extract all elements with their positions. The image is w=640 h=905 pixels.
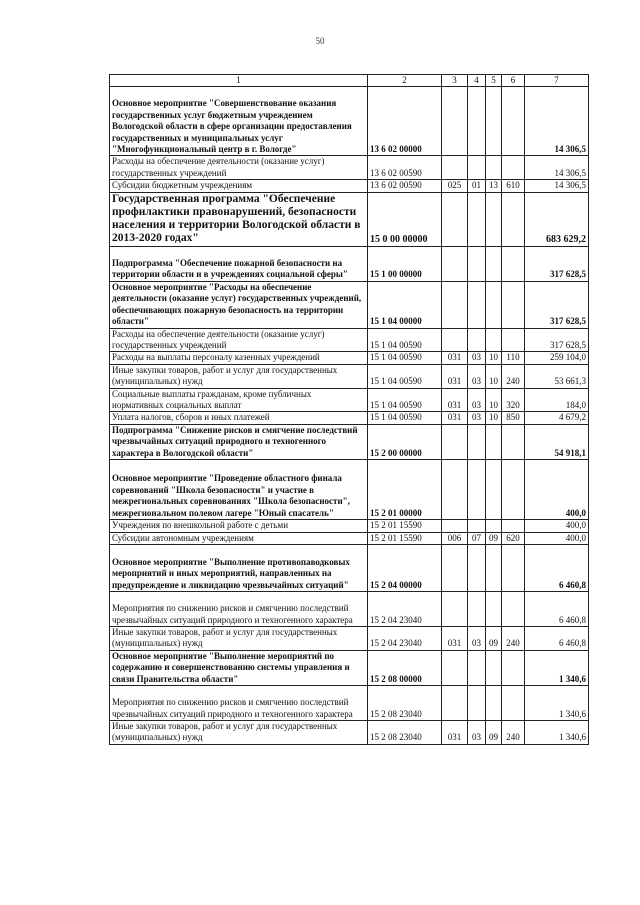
expense-type-code [502,591,525,626]
ministry-code [442,156,468,180]
row-name: Уплата налогов, сборов и иных платежей [110,412,368,424]
amount: 14 306,5 [525,180,589,192]
row-name: Расходы на выплаты персоналу казенных учреждений [110,352,368,364]
table-row [110,87,589,156]
amount: 53 661,3 [525,364,589,388]
table-row [110,626,589,650]
section-code: 03 [468,626,486,650]
section-code [468,281,486,328]
expense-type-code: 240 [502,720,525,744]
amount: 400,0 [525,520,589,532]
amount: 400,0 [525,460,589,520]
subsection-code: 10 [486,412,502,424]
row-name: Основное мероприятие "Выполнение противопаводковых мероприятий и иных мероприятий, направленных на предупреждение и ликвидацию чрезвычайных ситуаций" [110,544,368,591]
subsection-code [486,328,502,352]
subsection-code: 09 [486,626,502,650]
row-name: Учреждения по внешкольной работе с детьми [110,520,368,532]
classification-code: 15 2 01 15590 [368,520,442,532]
section-code: 03 [468,720,486,744]
amount: 184,0 [525,388,589,412]
classification-code: 15 1 04 00590 [368,328,442,352]
table-row [110,352,589,364]
ministry-code: 031 [442,626,468,650]
section-code: 01 [468,180,486,192]
table-row [110,328,589,352]
row-name: Субсидии автономным учреждениям [110,532,368,544]
ministry-code [442,591,468,626]
ministry-code [442,192,468,246]
table-row [110,180,589,192]
row-name: Мероприятия по снижению рисков и смягчению последствий чрезвычайных ситуаций природного и техногенного характера [110,685,368,720]
row-name: Иные закупки товаров, работ и услуг для государственных (муниципальных) нужд [110,626,368,650]
row-name: Основное мероприятие "Расходы на обеспечение деятельности (оказание услуг) государственных учреждений, обеспечивающих пожарную безопасность на территории области" [110,281,368,328]
ministry-code: 031 [442,412,468,424]
row-name: Подпрограмма "Обеспечение пожарной безопасности на территории области и в учреждениях социальной сферы" [110,246,368,281]
amount: 4 679,2 [525,412,589,424]
classification-code: 15 2 01 00000 [368,460,442,520]
expense-type-code [502,281,525,328]
row-name: Государственная программа "Обеспечение профилактики правонарушений, безопасности населения и территории Вологодской области в 2013-2020 годах" [110,192,368,246]
row-name: Иные закупки товаров, работ и услуг для государственных (муниципальных) нужд [110,720,368,744]
expense-type-code: 240 [502,626,525,650]
row-name: Субсидии бюджетным учреждениям [110,180,368,192]
table-row [110,424,589,459]
column-header: 1 [110,75,368,87]
column-header: 3 [442,75,468,87]
table-row [110,192,589,246]
classification-code: 15 1 04 00590 [368,364,442,388]
ministry-code: 031 [442,364,468,388]
expense-type-code [502,424,525,459]
expense-type-code [502,328,525,352]
table-row [110,520,589,532]
page-number: 50 [315,36,325,46]
ministry-code: 025 [442,180,468,192]
ministry-code [442,685,468,720]
ministry-code: 031 [442,720,468,744]
section-code [468,192,486,246]
amount: 317 628,5 [525,328,589,352]
section-code [468,328,486,352]
ministry-code [442,544,468,591]
table-row [110,544,589,591]
classification-code: 15 2 08 23040 [368,720,442,744]
expense-type-code [502,87,525,156]
table-row [110,364,589,388]
section-code: 07 [468,532,486,544]
section-code: 03 [468,412,486,424]
section-code [468,544,486,591]
classification-code: 15 1 00 00000 [368,246,442,281]
column-header: 5 [486,75,502,87]
classification-code: 15 2 04 23040 [368,626,442,650]
amount: 400,0 [525,532,589,544]
table-row [110,246,589,281]
table-row [110,532,589,544]
row-name: Иные закупки товаров, работ и услуг для государственных (муниципальных) нужд [110,364,368,388]
classification-code: 15 2 04 00000 [368,544,442,591]
row-name: Мероприятия по снижению рисков и смягчению последствий чрезвычайных ситуаций природного и техногенного характера [110,591,368,626]
table-row [110,388,589,412]
expense-type-code: 610 [502,180,525,192]
table-header-row [110,75,589,87]
expense-type-code [502,246,525,281]
subsection-code: 09 [486,720,502,744]
subsection-code [486,685,502,720]
subsection-code [486,246,502,281]
amount: 683 629,2 [525,192,589,246]
subsection-code [486,87,502,156]
row-name: Подпрограмма "Снижение рисков и смягчение последствий чрезвычайных ситуаций природного и техногенного характера в Вологодской области" [110,424,368,459]
classification-code: 15 1 04 00000 [368,281,442,328]
amount: 1 340,6 [525,685,589,720]
expense-type-code: 320 [502,388,525,412]
ministry-code [442,328,468,352]
subsection-code: 10 [486,364,502,388]
amount: 6 460,8 [525,591,589,626]
ministry-code [442,460,468,520]
table-row [110,460,589,520]
section-code [468,650,486,685]
budget-table [109,74,589,745]
subsection-code [486,650,502,685]
amount: 1 340,6 [525,650,589,685]
column-header: 7 [525,75,589,87]
subsection-code: 10 [486,352,502,364]
section-code [468,424,486,459]
subsection-code [486,281,502,328]
classification-code: 15 2 04 23040 [368,591,442,626]
subsection-code [486,192,502,246]
ministry-code: 006 [442,532,468,544]
column-header: 6 [502,75,525,87]
section-code [468,520,486,532]
row-name: Основное мероприятие "Совершенствование оказания государственных услуг бюджетным учреждением Вологодской области в сфере организации предоставления государственных и муниципальных услуг "Многофункциональный центр в г. Вологде" [110,87,368,156]
table-row [110,412,589,424]
expense-type-code [502,156,525,180]
section-code: 03 [468,352,486,364]
expense-type-code [502,520,525,532]
section-code [468,156,486,180]
amount: 54 918,1 [525,424,589,459]
expense-type-code [502,192,525,246]
table-row [110,281,589,328]
section-code: 03 [468,388,486,412]
table-row [110,685,589,720]
expense-type-code [502,685,525,720]
expense-type-code: 110 [502,352,525,364]
ministry-code [442,424,468,459]
amount: 1 340,6 [525,720,589,744]
row-name: Основное мероприятие "Проведение областного финала соревнований "Школа безопасности" и участие в межрегиональных соревнованиях "Школа безопасности", межрегиональном полевом лагере "Юный спасатель" [110,460,368,520]
classification-code: 15 1 04 00590 [368,388,442,412]
classification-code: 15 1 04 00590 [368,352,442,364]
subsection-code: 09 [486,532,502,544]
classification-code: 15 0 00 00000 [368,192,442,246]
classification-code: 15 1 04 00590 [368,412,442,424]
section-code: 03 [468,364,486,388]
section-code [468,591,486,626]
section-code [468,685,486,720]
classification-code: 13 6 02 00000 [368,87,442,156]
amount: 259 104,0 [525,352,589,364]
classification-code: 15 2 00 00000 [368,424,442,459]
table-row [110,650,589,685]
subsection-code [486,591,502,626]
classification-code: 13 6 02 00590 [368,156,442,180]
subsection-code [486,544,502,591]
subsection-code: 13 [486,180,502,192]
section-code [468,460,486,520]
classification-code: 13 6 02 00590 [368,180,442,192]
table-row [110,720,589,744]
table-row [110,156,589,180]
subsection-code [486,460,502,520]
classification-code: 15 2 08 23040 [368,685,442,720]
subsection-code [486,156,502,180]
row-name: Расходы на обеспечение деятельности (оказание услуг) государственных учреждений [110,328,368,352]
expense-type-code [502,460,525,520]
expense-type-code: 620 [502,532,525,544]
subsection-code [486,424,502,459]
subsection-code: 10 [486,388,502,412]
section-code [468,87,486,156]
classification-code: 15 2 01 15590 [368,532,442,544]
row-name: Основное мероприятие "Выполнение мероприятий по содержанию и совершенствованию системы управления и связи Правительства области" [110,650,368,685]
amount: 317 628,5 [525,281,589,328]
row-name: Социальные выплаты гражданам, кроме публичных нормативных социальных выплат [110,388,368,412]
ministry-code [442,246,468,281]
row-name: Расходы на обеспечение деятельности (оказание услуг) государственных учреждений [110,156,368,180]
amount: 317 628,5 [525,246,589,281]
expense-type-code [502,544,525,591]
amount: 6 460,8 [525,544,589,591]
ministry-code [442,650,468,685]
ministry-code [442,281,468,328]
expense-type-code: 850 [502,412,525,424]
amount: 6 460,8 [525,626,589,650]
ministry-code: 031 [442,352,468,364]
section-code [468,246,486,281]
amount: 14 306,5 [525,87,589,156]
expense-type-code [502,650,525,685]
subsection-code [486,520,502,532]
ministry-code [442,87,468,156]
table-body [110,75,589,745]
amount: 14 306,5 [525,156,589,180]
expense-type-code: 240 [502,364,525,388]
ministry-code [442,520,468,532]
ministry-code: 031 [442,388,468,412]
classification-code: 15 2 08 00000 [368,650,442,685]
table-row [110,591,589,626]
column-header: 4 [468,75,486,87]
column-header: 2 [368,75,442,87]
